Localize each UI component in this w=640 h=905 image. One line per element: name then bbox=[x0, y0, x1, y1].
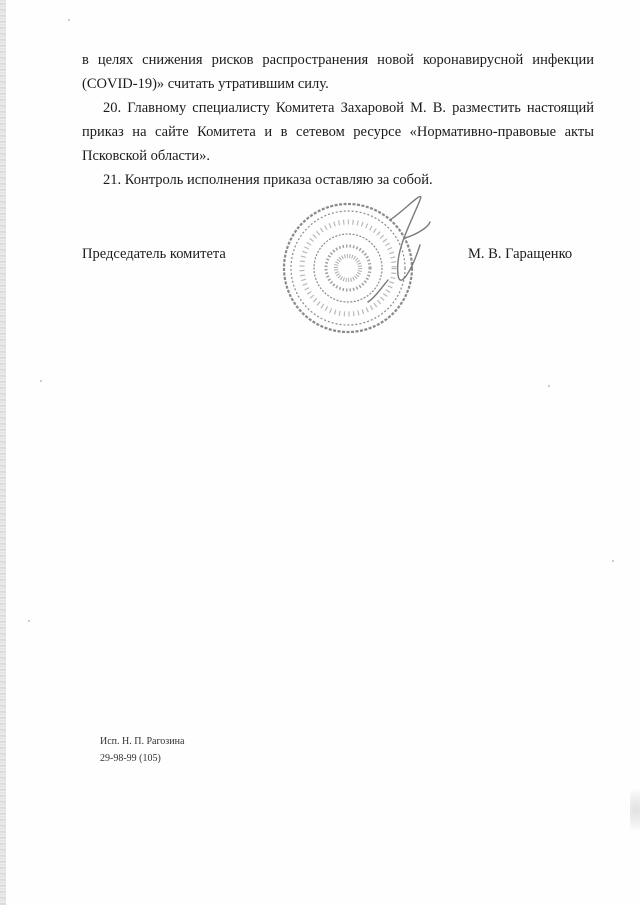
executor-name: Исп. Н. П. Рагозина bbox=[100, 736, 185, 747]
scan-smudge-right bbox=[630, 780, 640, 840]
scan-speck bbox=[40, 380, 42, 382]
document-body bbox=[82, 48, 594, 192]
paragraph-continuation: в целях снижения рисков распространения новой коронавирусной инфекции (COVID-19)» считать утратившим силу. bbox=[82, 52, 594, 92]
scan-speck bbox=[28, 620, 30, 622]
scan-edge-left bbox=[0, 0, 6, 905]
executor-note bbox=[100, 733, 184, 767]
executor-phone: 29-98-99 (105) bbox=[100, 753, 161, 764]
paragraph-item-21: 21. Контроль исполнения приказа оставляю за собой. bbox=[103, 172, 433, 188]
scan-speck bbox=[548, 385, 550, 387]
paragraph-item-20: 20. Главному специалисту Комитета Захаровой М. В. разместить настоящий приказ на сайте Комитета и в сетевом ресурсе «Нормативно-правовые акты Псковской области». bbox=[82, 100, 594, 164]
scan-speck bbox=[612, 560, 614, 562]
signatory-title: Председатель комитета bbox=[82, 246, 226, 262]
signatory-name: М. В. Гаращенко bbox=[468, 246, 573, 262]
scan-speck bbox=[68, 19, 70, 21]
signature-block bbox=[82, 246, 582, 268]
